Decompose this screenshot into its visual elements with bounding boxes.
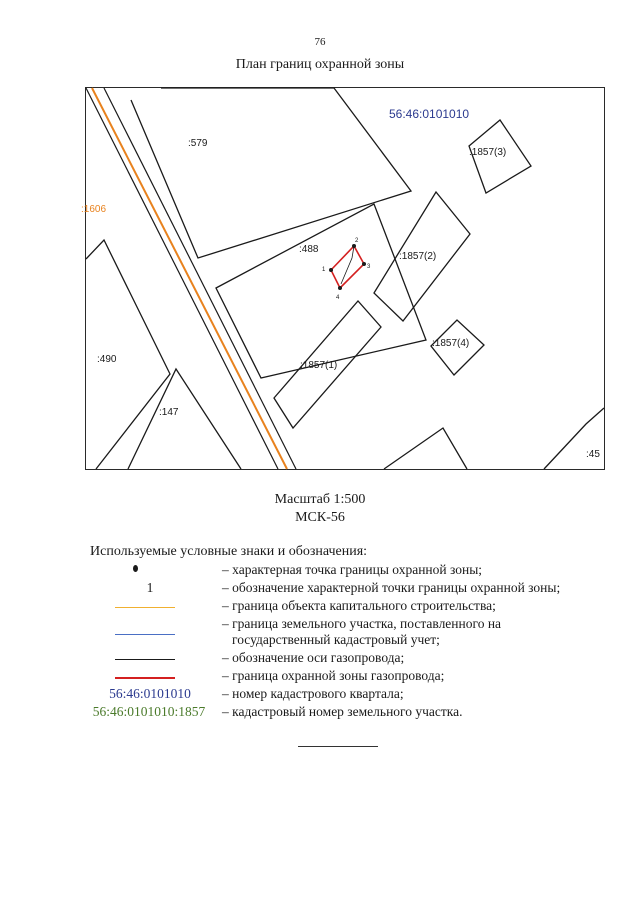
legend-symbol-quarter: 56:46:0101010 [109,686,191,701]
legend-text: – номер кадастрового квартала; [222,686,404,701]
parcel-label-488: :488 [299,244,319,255]
legend-item-capital-object [0,598,640,616]
page-number: 76 [314,36,326,48]
legend-item-protection-zone [0,668,640,686]
legend-text: – характерная точка границы охранной зоны; [222,562,483,577]
black-line-icon [115,659,175,660]
orange-line-icon [115,607,175,608]
legend-title: Используемые условные знаки и обозначения: [90,544,368,559]
parcel-label-579: :579 [188,138,208,149]
cadastral-map [81,88,604,469]
point-label-1: 1 [322,267,326,273]
legend-item-quarter-number [0,686,640,704]
legend-symbol-number: 1 [146,580,154,595]
legend-symbol-orange-line [85,598,215,616]
map-frame [81,87,605,470]
parcel-label-1857-4: :1857(4) [432,338,470,349]
coordinate-system-label: МСК-56 [295,510,345,525]
legend-symbol-parcel: 56:46:0101010:1857 [92,704,206,719]
point-marker-4 [338,286,342,290]
parcel-label-1857-3: :1857(3) [469,147,507,158]
legend-text: – граница охранной зоны газопровода; [222,668,445,683]
gas-axis-line-1 [86,88,278,469]
end-rule [298,746,378,747]
legend-symbol-red-line [85,668,215,686]
legend-text: государственный кадастровый учет; [232,632,440,647]
legend-text: – граница земельного участка, поставленного на [222,616,502,631]
red-line-icon [115,677,175,679]
legend-text: – граница объекта капитального строительства; [222,598,496,613]
parcel-label-147: :147 [159,407,179,418]
legend-item-gas-axis [0,650,640,668]
legend-text: – обозначение характерной точки границы охранной зоны; [222,580,561,595]
parcel-outline-east [384,428,467,469]
legend-item-parcel-number [0,704,640,722]
point-label-2: 2 [355,238,359,244]
point-label-3: 3 [367,264,371,270]
parcel-label-490: :490 [97,354,117,365]
parcel-label-45: :45 [586,449,600,460]
parcel-label-1606: :1606 [81,204,107,215]
parcel-label-1857-1: :1857(1) [300,360,338,371]
parcel-outline-488 [216,204,426,378]
plan-title: План границ охранной зоны [235,57,405,72]
protection-zone-polygon [331,246,364,288]
legend-symbol-dot [85,562,215,580]
point-dot-icon [133,565,138,572]
parcel-outline-579 [131,88,411,258]
legend-symbol-black-line [85,650,215,668]
parcel-label-1857-2: :1857(2) [399,251,437,262]
point-marker-1 [329,268,333,272]
parcel-outline-147 [128,369,241,469]
legend-item-cadastral-parcel-cont [0,632,640,650]
legend-item-point-number [0,580,640,598]
quarter-label: 56:46:0101010 [389,107,470,121]
point-marker-3 [362,262,366,266]
point-label-4: 4 [336,295,340,301]
legend-text: – кадастровый номер земельного участка. [222,704,463,719]
legend-text: – обозначение оси газопровода; [222,650,405,665]
scale-label: Масштаб 1:500 [274,492,366,507]
point-marker-2 [352,244,356,248]
legend-item-point [0,562,640,580]
